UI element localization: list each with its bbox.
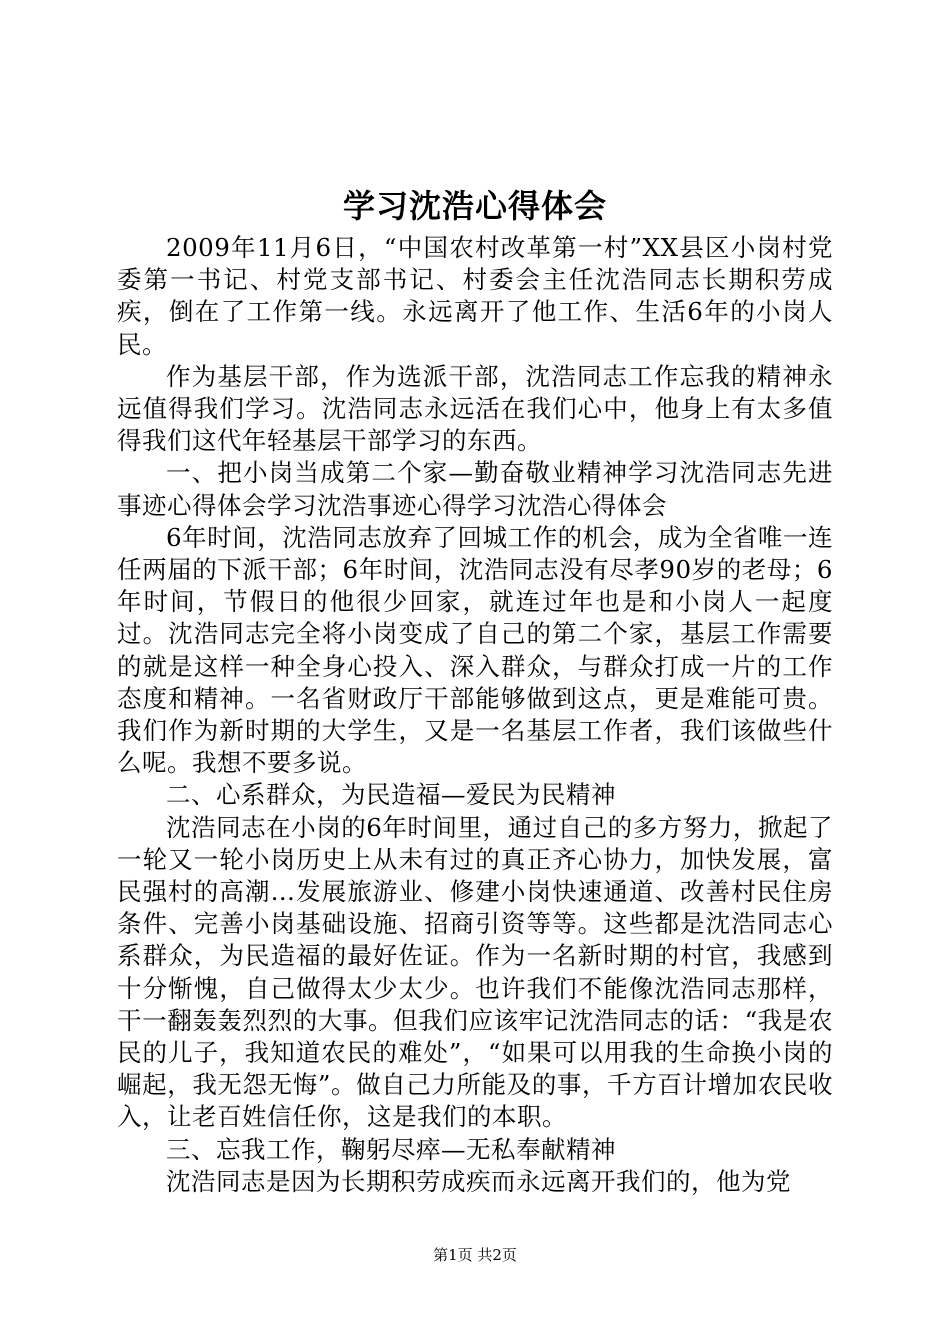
paragraph-intro: 2009年11月6日，“中国农村改革第一村”XX县区小岗村党委第一书记、村党支部书记、村委会主任沈浩同志长期积劳成疾，倒在了工作第一线。永远离开了他工作、生活6年的小岗人民。 [117, 233, 833, 359]
page-title: 学习沈浩心得体会 [342, 187, 607, 225]
paragraph-serve-people: 沈浩同志在小岗的6年时间里，通过自己的多方努力，掀起了一轮又一轮小岗历史上从未有过的真正齐心协力，加快发展，富民强村的高潮…发展旅游业、修建小岗快速通道、改善村民住房条件、完善小岗基础设施、招商引资等等。这些都是沈浩同志心系群众，为民造福的最好佐证。作为一名新时期的村官，我感到十分惭愧，自己做得太少太少。也许我们不能像沈浩同志那样，干一翻轰轰烈烈的大事。但我们应该牢记沈浩同志的话：“我是农民的儿子，我知道农民的难处”，“如果可以用我的生命换小岗的崛起，我无怨无悔”。做自己力所能及的事，千方百计增加农民收入，让老百姓信任你，这是我们的本职。 [117, 812, 833, 1132]
section-heading-1: 一、把小岗当成第二个家—勤奋敬业精神学习沈浩同志先进事迹心得体会学习沈浩事迹心得学习沈浩心得体会 [117, 458, 833, 520]
document-body [117, 232, 833, 1198]
page-number-footer: 第1页 共2页 [433, 1246, 517, 1264]
section-heading-3: 三、忘我工作，鞠躬尽瘁—无私奉献精神 [166, 1134, 616, 1164]
paragraph-six-years: 6年时间，沈浩同志放弃了回城工作的机会，成为全省唯一连任两届的下派干部；6年时间，沈浩同志没有尽孝90岁的老母；6年时间，节假日的他很少回家，就连过年也是和小岗人一起度过。沈浩同志完全将小岗变成了自己的第二个家，基层工作需要的就是这样一种全身心投入、深入群众，与群众打成一片的工作态度和精神。一名省财政厅干部能够做到这点，更是难能可贵。我们作为新时期的大学生，又是一名基层工作者，我们该做些什么呢。我想不要多说。 [117, 522, 833, 778]
paragraph-cadre: 作为基层干部，作为选派干部，沈浩同志工作忘我的精神永远值得我们学习。沈浩同志永远活在我们心中，他身上有太多值得我们这代年轻基层干部学习的东西。 [117, 361, 833, 456]
paragraph-dedication: 沈浩同志是因为长期积劳成疾而永远离开我们的，他为党 [166, 1166, 791, 1196]
section-heading-2: 二、心系群众，为民造福—爱民为民精神 [166, 780, 616, 810]
